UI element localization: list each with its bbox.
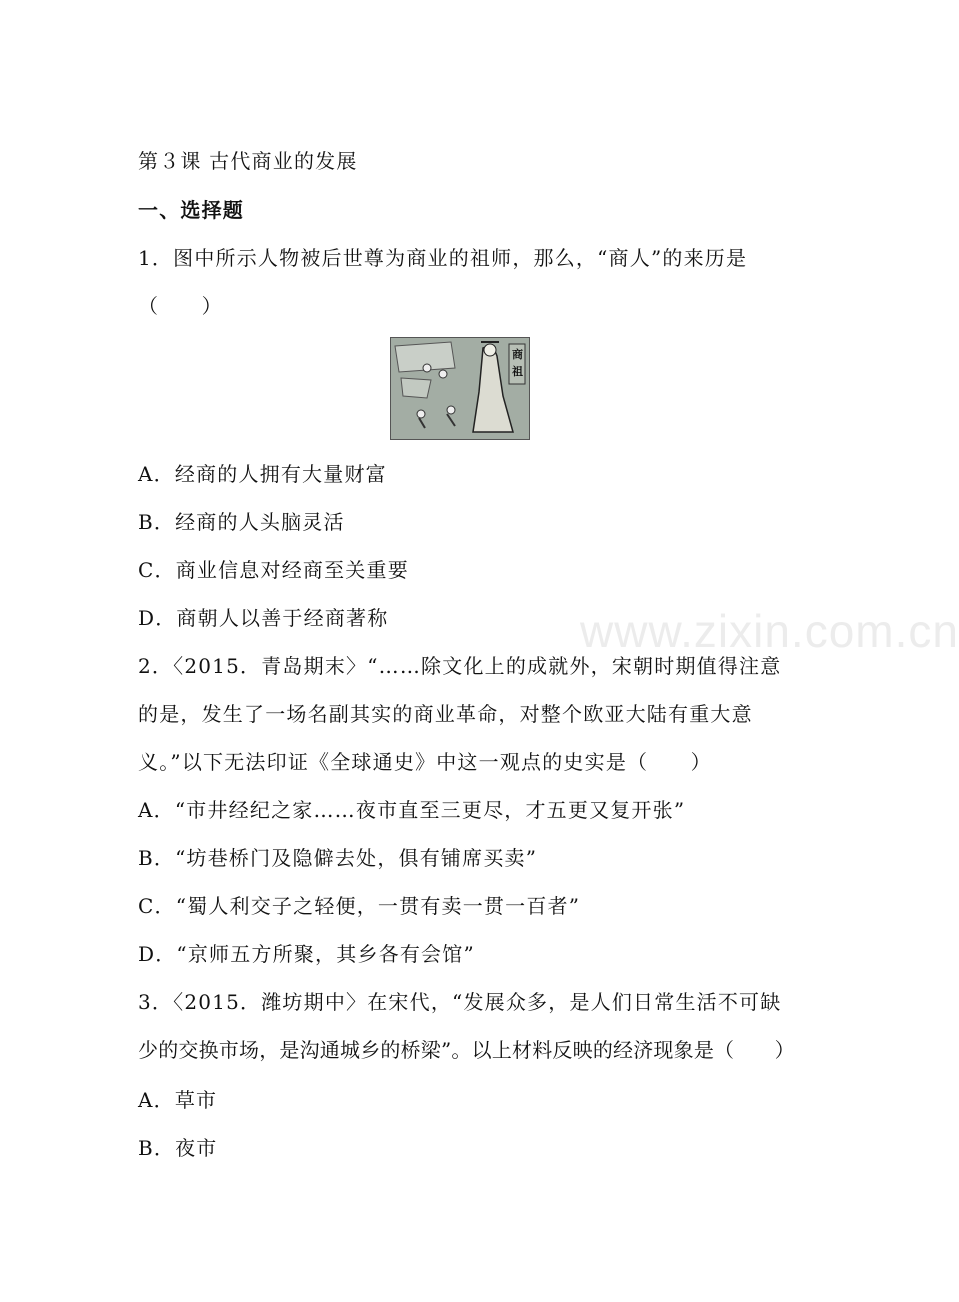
question-2-stem-line-3: 义。”以下无法印证《全球通史》中这一观点的史实是（ ） (138, 750, 712, 774)
merchant-figure-image (390, 337, 530, 440)
question-2-stem-line-1: 2．〈2015．青岛期末〉“……除文化上的成就外，宋朝时期值得注意 (138, 654, 782, 678)
question-2-option-a: A．“市井经纪之家……夜市直至三更尽，才五更又复开张” (138, 798, 686, 822)
figure-seal-text: 商祖 (512, 348, 523, 378)
question-3-option-a: A．草市 (138, 1088, 218, 1112)
question-1-option-d: D．商朝人以善于经商著称 (138, 606, 389, 630)
question-3-stem-line-2: 少的交换市场，是沟通城乡的桥梁”。以上材料反映的经济现象是（ ） (138, 1038, 795, 1062)
question-2-option-b: B．“坊巷桥门及隐僻去处，俱有铺席买卖” (138, 846, 538, 870)
question-1-option-b: B．经商的人头脑灵活 (138, 510, 345, 534)
question-1-stem-line-1: 1．图中所示人物被后世尊为商业的祖师，那么，“商人”的来历是 (138, 246, 748, 270)
question-3-option-b: B．夜市 (138, 1136, 218, 1160)
question-2-stem-line-2: 的是，发生了一场名副其实的商业革命，对整个欧亚大陆有重大意 (138, 702, 753, 726)
watermark: www.zixin.com.cn (580, 605, 959, 657)
section-title: 一、选择题 (138, 198, 244, 222)
question-1-option-c: C．商业信息对经商至关重要 (138, 558, 409, 582)
lesson-title: 第３课 古代商业的发展 (138, 149, 358, 173)
question-1-option-a: A．经商的人拥有大量财富 (138, 462, 387, 486)
question-1-stem-line-2: （ ） (138, 294, 223, 318)
question-3-stem-line-1: 3．〈2015．潍坊期中〉在宋代，“发展众多，是人们日常生活不可缺 (138, 990, 782, 1014)
question-2-option-c: C．“蜀人利交子之轻便，一贯有卖一贯一百者” (138, 894, 581, 918)
ancient-merchant-illustration-icon (391, 338, 529, 439)
question-2-option-d: D．“京师五方所聚，其乡各有会馆” (138, 942, 475, 966)
